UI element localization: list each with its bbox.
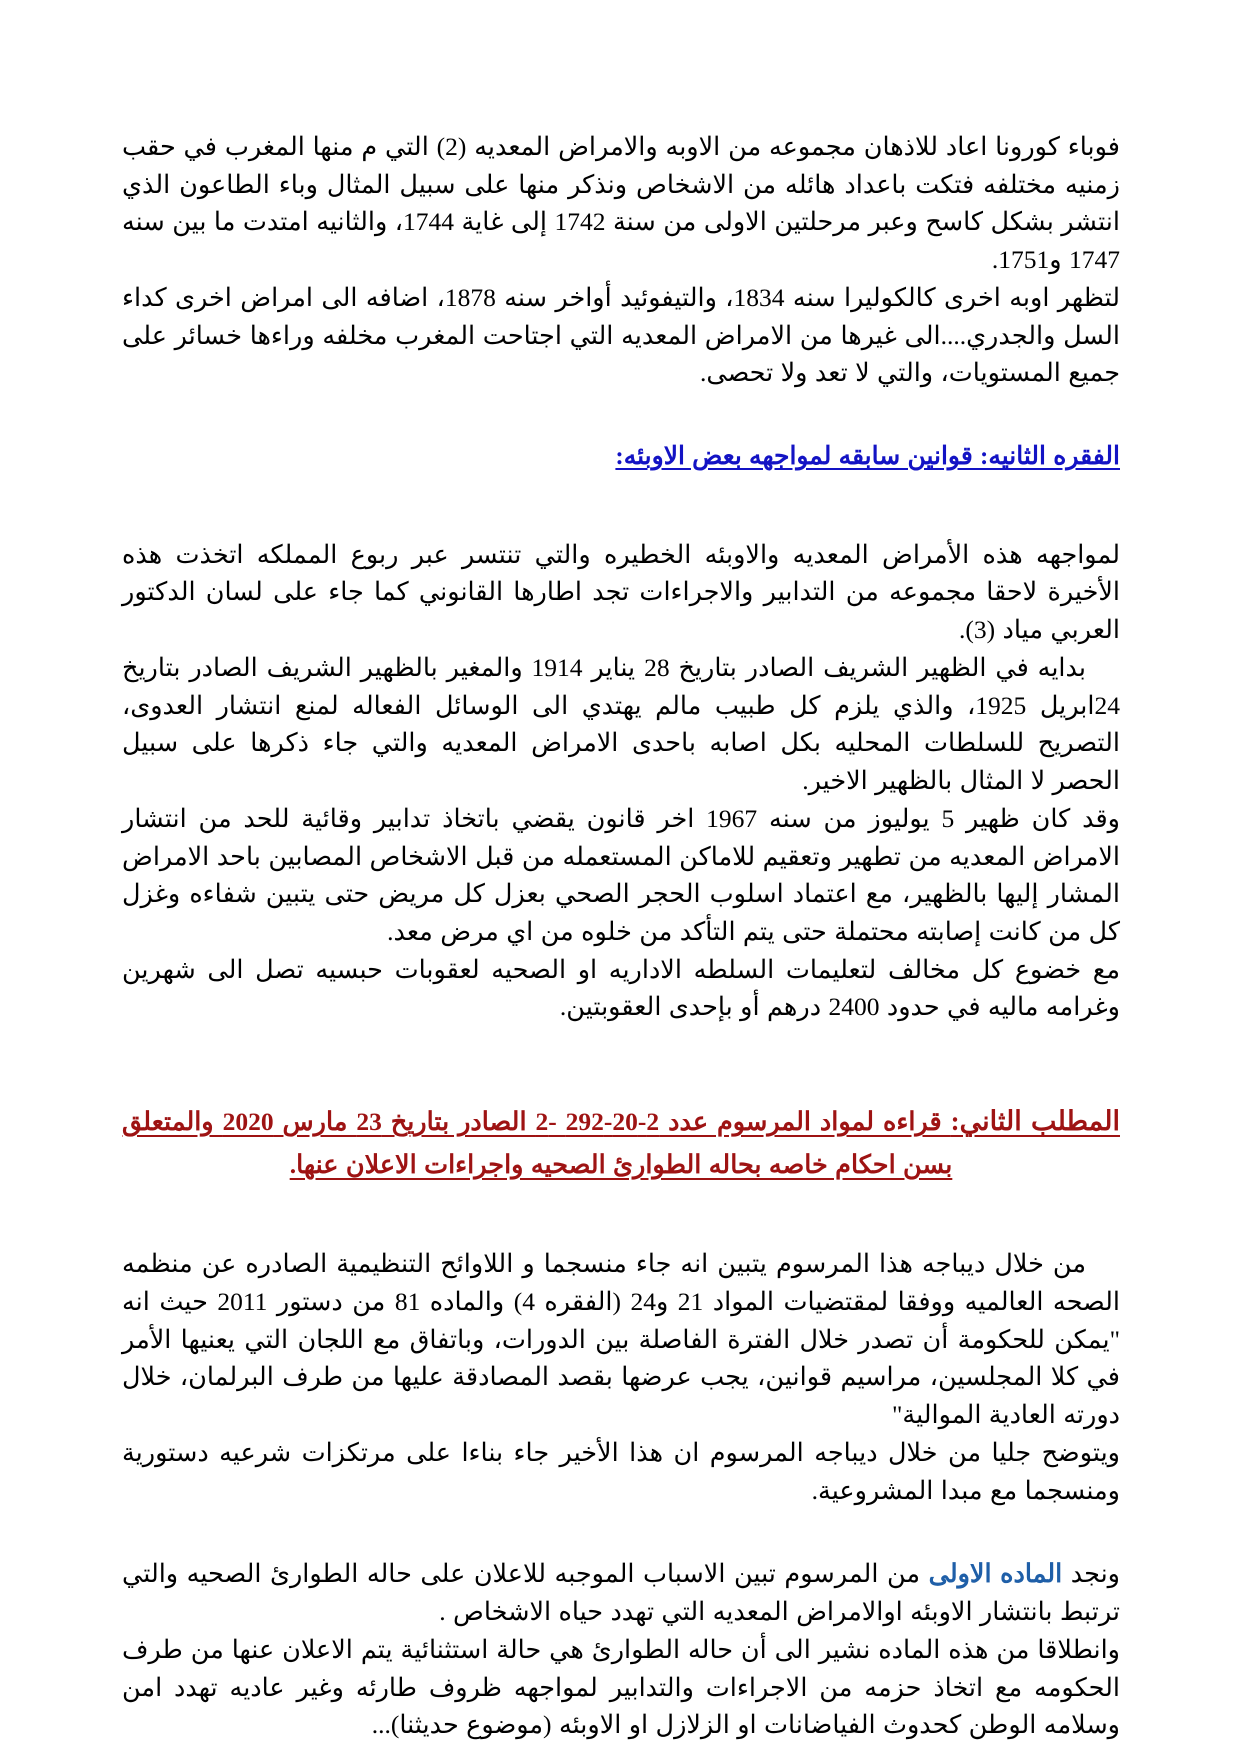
paragraph-article-one-prefix: ونجد	[1062, 1559, 1120, 1589]
paragraph-decree-preamble: من خلال ديباجه هذا المرسوم يتبين انه جاء منسجما و اللاوائح التنظيمية الصادره عن منظمه الصحه العالميه ووفقا لمقتضيات المواد 21 و24 (الفقره 4) والماده 81 من دستور 2011 حيث انه "يمكن للحكومة أن تصدر خلال الفترة الفاصلة بين الدورات، وباتفاق مع اللجان التي يعنيها الأمر في كلا المجلسين، مراسيم قوانين، يجب عرضها بقصد المصادقة عليها من طرف البرلمان، خلال دورته العادية الموالية"	[122, 1249, 1121, 1430]
heading-section-two: الفقره الثانيه: قوانين سابقه لمواجهه بعض الاوبئه:	[615, 443, 1120, 471]
article-one-reference: الماده الاولى	[928, 1559, 1063, 1589]
heading-matlab-thani-lead: المطلب الثاني:	[950, 1106, 1120, 1137]
heading-matlab-thani-rest: قراءه لمواد المرسوم عدد 2-20-292 -2 الصادر بتاريخ 23 مارس 2020 والمتعلق بسن احكام خاصه بحاله الطوارئ الصحيه واجراءات الاعلان عنها.	[122, 1107, 953, 1179]
paragraph-corona-history: فوباء كورونا اعاد للاذهان مجموعه من الاوبه والامراض المعديه (2) التي م منها المغرب في حقب زمنيه مختلفه فتكت باعداد هائله من الاشخاص ونذكر منها على سبيل المثال وباء الطاعون الذي انتشر بشكل كاسح وعبر مرحلتين الاولى من سنة 1742 إلى غاية 1744، والثانيه امتدت ما بين سنه 1747 و1751.	[122, 132, 1121, 275]
spacer	[122, 1185, 1120, 1245]
heading-matlab-thani	[122, 1100, 1120, 1185]
spacer	[122, 476, 1120, 536]
paragraph-constitutional-basis: ويتوضح جليا من خلال ديباجه المرسوم ان هذا الأخير جاء بناءا على مرتكزات شرعيه دستورية ومنسجما مع مبدا المشروعية.	[122, 1437, 1120, 1505]
document-content	[122, 128, 1120, 1744]
spacer	[122, 1509, 1120, 1555]
paragraph-article-one	[122, 1555, 1120, 1630]
spacer	[122, 392, 1120, 438]
spacer	[122, 1026, 1120, 1100]
paragraph-legal-framework: لمواجهه هذه الأمراض المعديه والاوبئه الخطيره والتي تنتسر عبر ربوع المملكه اتخذت هذه الأخيرة لاحقا مجموعه من التدابير والاجراءات تجد اطارها القانوني كما جاء على لسان الدكتور العربي مياد (3).	[122, 539, 1120, 645]
paragraph-article-one-rest: من المرسوم تبين الاسباب الموجبه للاعلان على حاله الطوارئ الصحيه والتي ترتبط بانتشار الاوبئه اوالامراض المعديه التي تهدد حياه الاشخاص .	[122, 1559, 1120, 1627]
paragraph-other-epidemics: لتظهر اوبه اخرى كالكوليرا سنه 1834، والتيفوئيد أواخر سنه 1878، اضافه الى امراض اخرى كداء السل والجدري....الى غيرها من الامراض المعديه التي اجتاحت المغرب مخلفه وراءها خسائر على جميع المستويات، والتي لا تعد ولا تحصى.	[122, 282, 1120, 388]
paragraph-dahir-1967: وقد كان ظهير 5 يوليوز من سنه 1967 اخر قانون يقضي باتخاذ تدابير وقائية للحد من انتشار الامراض المعديه من تطهير وتعقيم للاماكن المستعمله من قبل الاشخاص المصابين باحد الامراض المشار إليها بالظهير، مع اعتماد اسلوب الحجر الصحي بعزل كل مريض حتى يتبين شفاءه وغزل كل من كانت إصابته محتملة حتى يتم التأكد من خلوه من اي مرض معد.	[122, 803, 1120, 946]
paragraph-emergency-definition: وانطلاقا من هذه الماده نشير الى أن حاله الطوارئ هي حالة استثنائية يتم الاعلان عنها من طرف الحكومه مع اتخاذ حزمه من الاجراءات والتدابير لمواجهه ظروف طارئه وغير عاديه تهدد امن وسلامه الوطن كحدوث الفياضانات او الزلازل او الاوبئه (موضوع حديثنا)...	[122, 1634, 1120, 1740]
paragraph-penalties: مع خضوع كل مخالف لتعليمات السلطه الاداريه او الصحيه لعقوبات حبسيه تصل الى شهرين وغرامه ماليه في حدود 2400 درهم أو بإحدى العقوبتين.	[122, 954, 1120, 1022]
paragraph-dahir-1914: بدايه في الظهير الشريف الصادر بتاريخ 28 يناير 1914 والمغير بالظهير الشريف الصادر بتاريخ 24ابريل 1925، والذي يلزم كل طبيب مالم يهتدي الى الوسائل الفعاله لمنع انتشار العدوى، التصريح للسلطات المحليه بكل اصابه باحدى الامراض المعديه والتي جاء ذكرها على سبيل الحصر لا المثال بالظهير الاخير.	[122, 652, 1120, 796]
